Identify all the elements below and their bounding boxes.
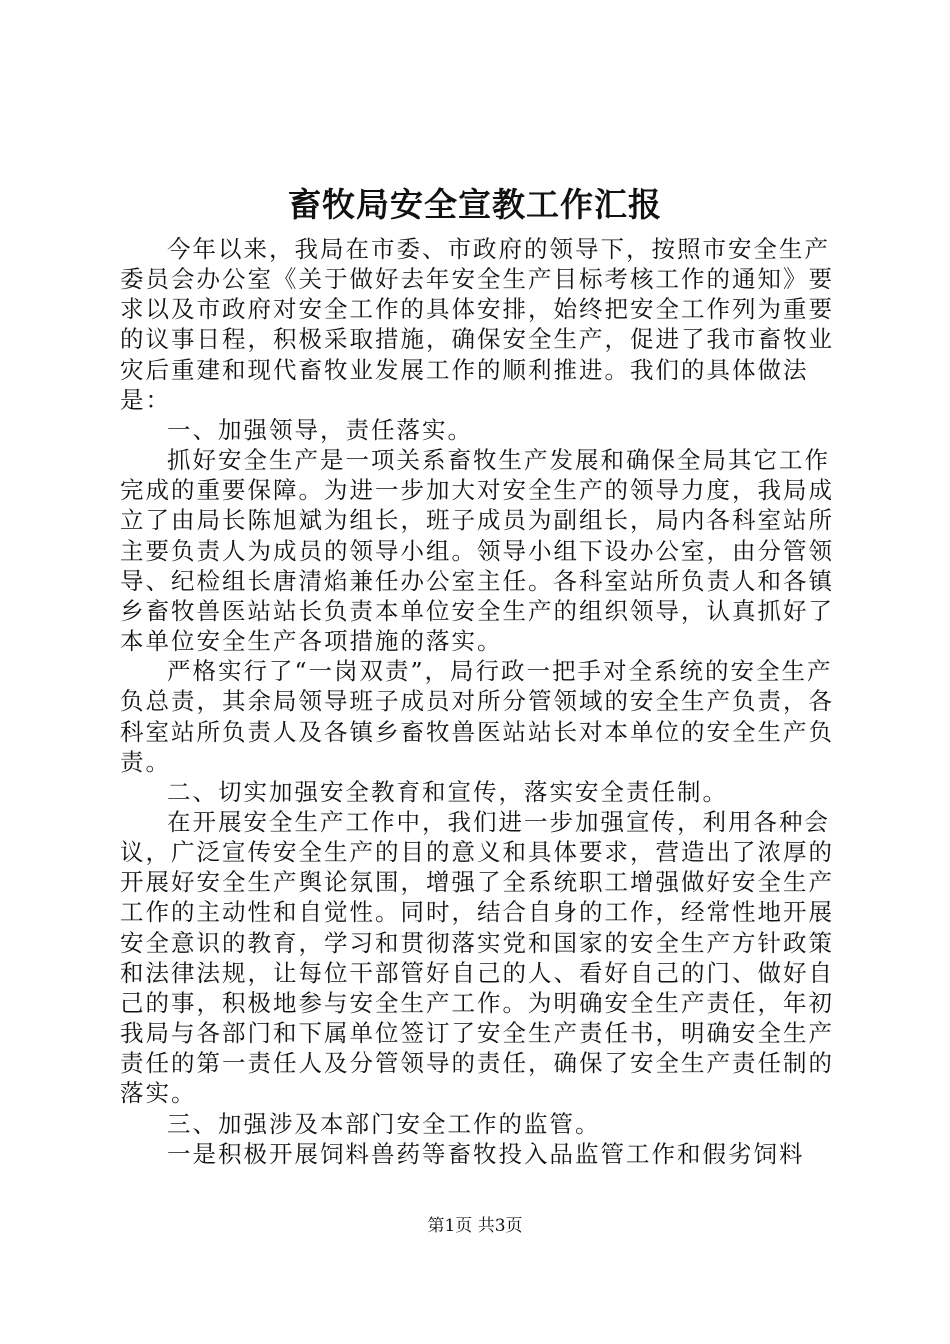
section-heading-1: 一、加强领导，责任落实。 (167, 415, 473, 444)
section-heading-2: 二、切实加强安全教育和宣传，落实安全责任制。 (167, 777, 728, 806)
page-footer: 第1页 共3页 (427, 1216, 523, 1236)
paragraph-intro: 今年以来，我局在市委、市政府的领导下，按照市安全生产委员会办公室《关于做好去年安全生产目标考核工作的通知》要求以及市政府对安全工作的具体安排，始终把安全工作列为重要的议事日程，积极采取措施，确保安全生产，促进了我市畜牧业灾后重建和现代畜牧业发展工作的顺利推进。我们的具体做法是： (120, 235, 834, 414)
paragraph-education: 在开展安全生产工作中，我们进一步加强宣传，利用各种会议，广泛宣传安全生产的目的意义和具体要求，营造出了浓厚的开展好安全生产舆论氛围，增强了全系统职工增强做好安全生产工作的主动性和自觉性。同时，结合自身的工作，经常性地开展安全意识的教育，学习和贯彻落实党和国家的安全生产方针政策和法律法规，让每位干部管好自己的人、看好自己的门、做好自己的事，积极地参与安全生产工作。为明确安全生产责任，年初我局与各部门和下属单位签订了安全生产责任书，明确安全生产责任的第一责任人及分管领导的责任，确保了安全生产责任制的落实。 (120, 807, 834, 1108)
section-heading-3: 三、加强涉及本部门安全工作的监管。 (167, 1109, 601, 1138)
document-title: 畜牧局安全宣教工作汇报 (288, 185, 662, 224)
paragraph-responsibility: 严格实行了“一岗双责”，局行政一把手对全系统的安全生产负总责，其余局领导班子成员对所分管领域的安全生产负责，各科室站所负责人及各镇乡畜牧兽医站站长对本单位的安全生产负责。 (120, 657, 834, 776)
paragraph-leadership: 抓好安全生产是一项关系畜牧生产发展和确保全局其它工作完成的重要保障。为进一步加大对安全生产的领导力度，我局成立了由局长陈旭斌为组长，班子成员为副组长，局内各科室站所主要负责人为成员的领导小组。领导小组下设办公室，由分管领导、纪检组长唐清焰兼任办公室主任。各科室站所负责人和各镇乡畜牧兽医站站长负责本单位安全生产的组织领导，认真抓好了本单位安全生产各项措施的落实。 (120, 446, 834, 656)
document-body (120, 234, 835, 1169)
paragraph-supervision: 一是积极开展饲料兽药等畜牧投入品监管工作和假劣饲料 (167, 1139, 805, 1168)
